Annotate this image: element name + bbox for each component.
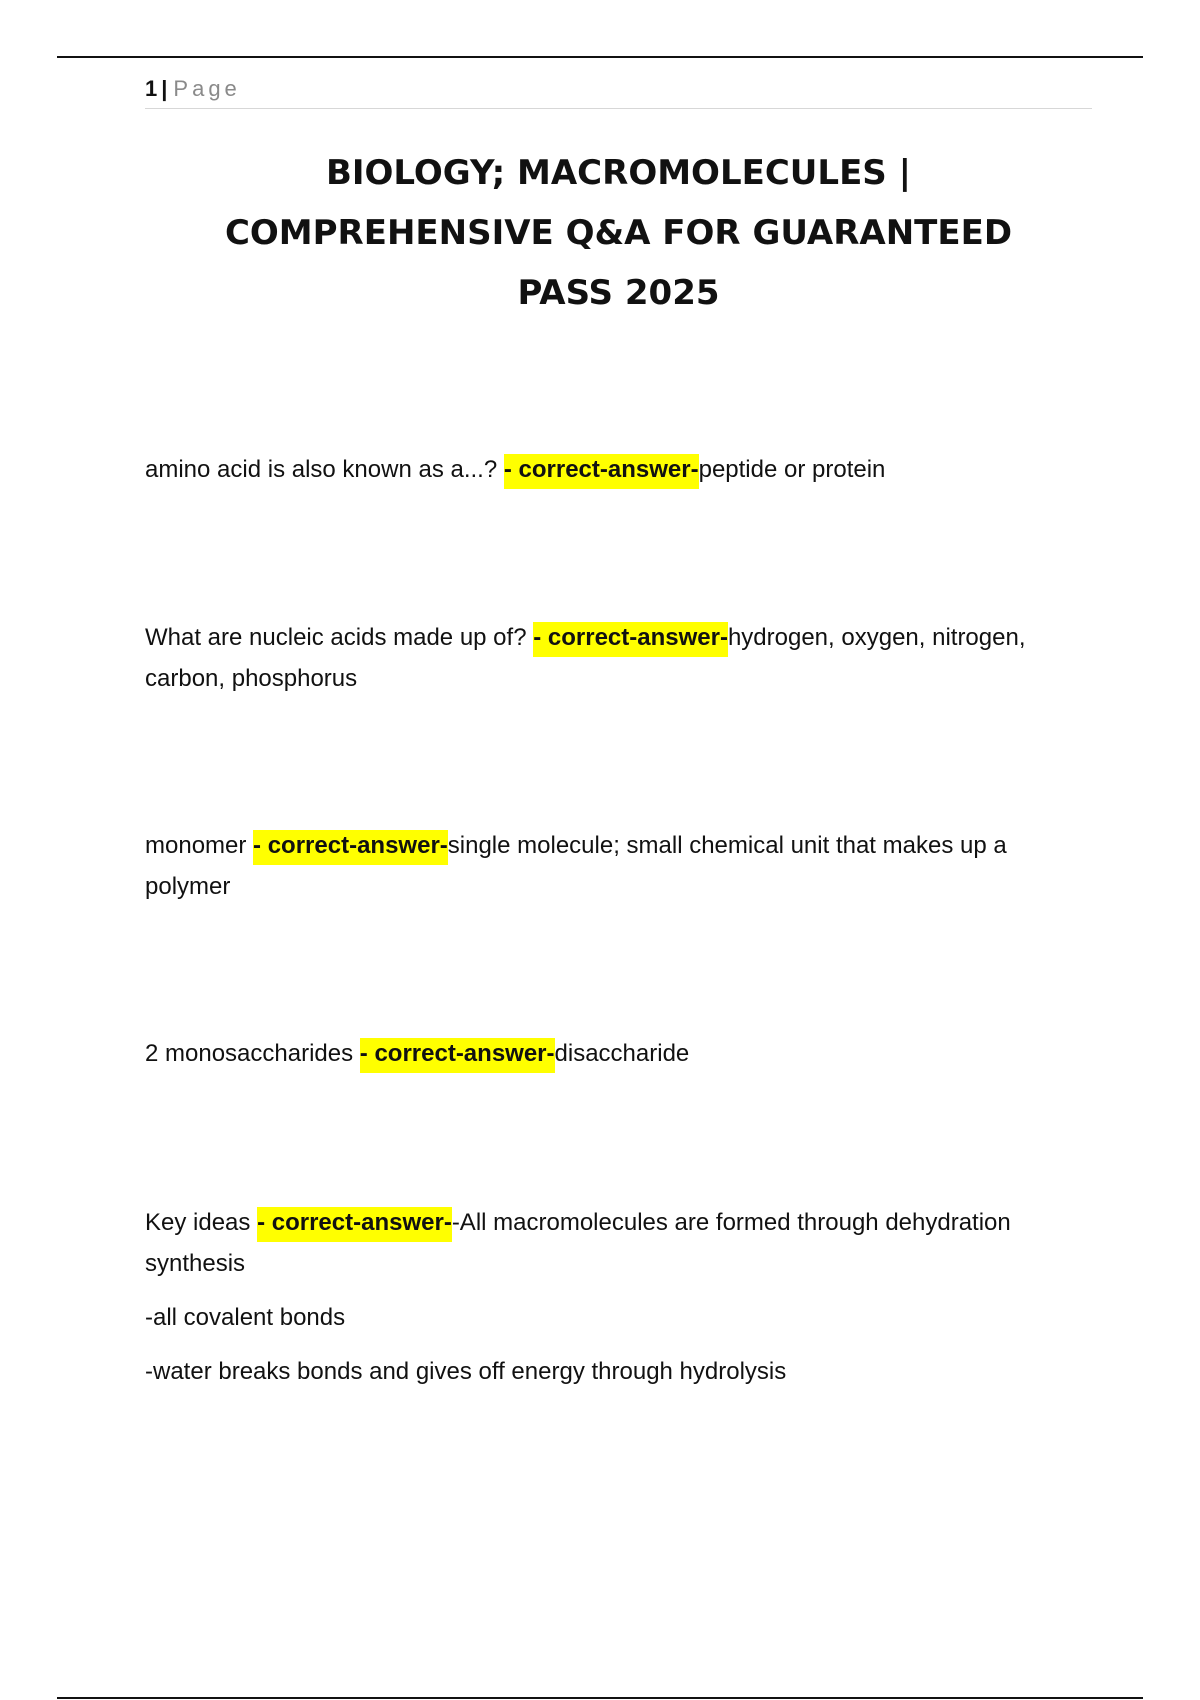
answer-marker: - correct-answer-: [257, 1207, 452, 1242]
qa-item: [145, 1202, 1095, 1392]
page-header: [145, 76, 1092, 109]
qa-line: [145, 617, 1095, 699]
qa-extra-line: -water breaks bonds and gives off energy through hydrolysis: [145, 1358, 787, 1385]
answer-marker: - correct-answer-: [253, 830, 448, 865]
question-text: Key ideas: [145, 1209, 258, 1236]
question-text: monomer: [145, 832, 254, 859]
document-title: [145, 143, 1092, 323]
qa-line: [145, 1202, 1095, 1284]
title-line-1: BIOLOGY; MACROMOLECULES |: [325, 153, 912, 193]
question-text: What are nucleic acids made up of?: [145, 624, 534, 651]
question-text: 2 monosaccharides: [145, 1040, 360, 1067]
page-number: 1: [145, 76, 158, 101]
qa-item: [145, 449, 1095, 490]
qa-line: [145, 449, 1095, 490]
answer-text: peptide or protein: [698, 456, 886, 483]
page-separator: |: [161, 76, 168, 101]
qa-line: [145, 1033, 1095, 1074]
title-line-3: PASS 2025: [517, 273, 720, 313]
answer-text: -All macromolecules are formed through dehydration synthesis: [145, 1209, 1011, 1277]
question-text: amino acid is also known as a...?: [145, 456, 504, 483]
page-label: Page: [173, 76, 241, 101]
top-rule: [57, 56, 1143, 58]
qa-item: [145, 825, 1095, 907]
title-line-2: COMPREHENSIVE Q&A FOR GUARANTEED: [224, 213, 1013, 253]
qa-item: [145, 617, 1095, 699]
bottom-rule: [57, 1697, 1143, 1699]
answer-marker: - correct-answer-: [533, 622, 728, 657]
answer-text: single molecule; small chemical unit that makes up a polymer: [145, 832, 1007, 900]
answer-marker: - correct-answer-: [504, 454, 699, 489]
answer-text: hydrogen, oxygen, nitrogen, carbon, phosphorus: [145, 624, 1026, 692]
qa-line: [145, 825, 1095, 907]
qa-extra-line: -all covalent bonds: [145, 1304, 346, 1331]
answer-text: disaccharide: [554, 1040, 690, 1067]
answer-marker: - correct-answer-: [360, 1038, 555, 1073]
qa-item: [145, 1033, 1095, 1074]
